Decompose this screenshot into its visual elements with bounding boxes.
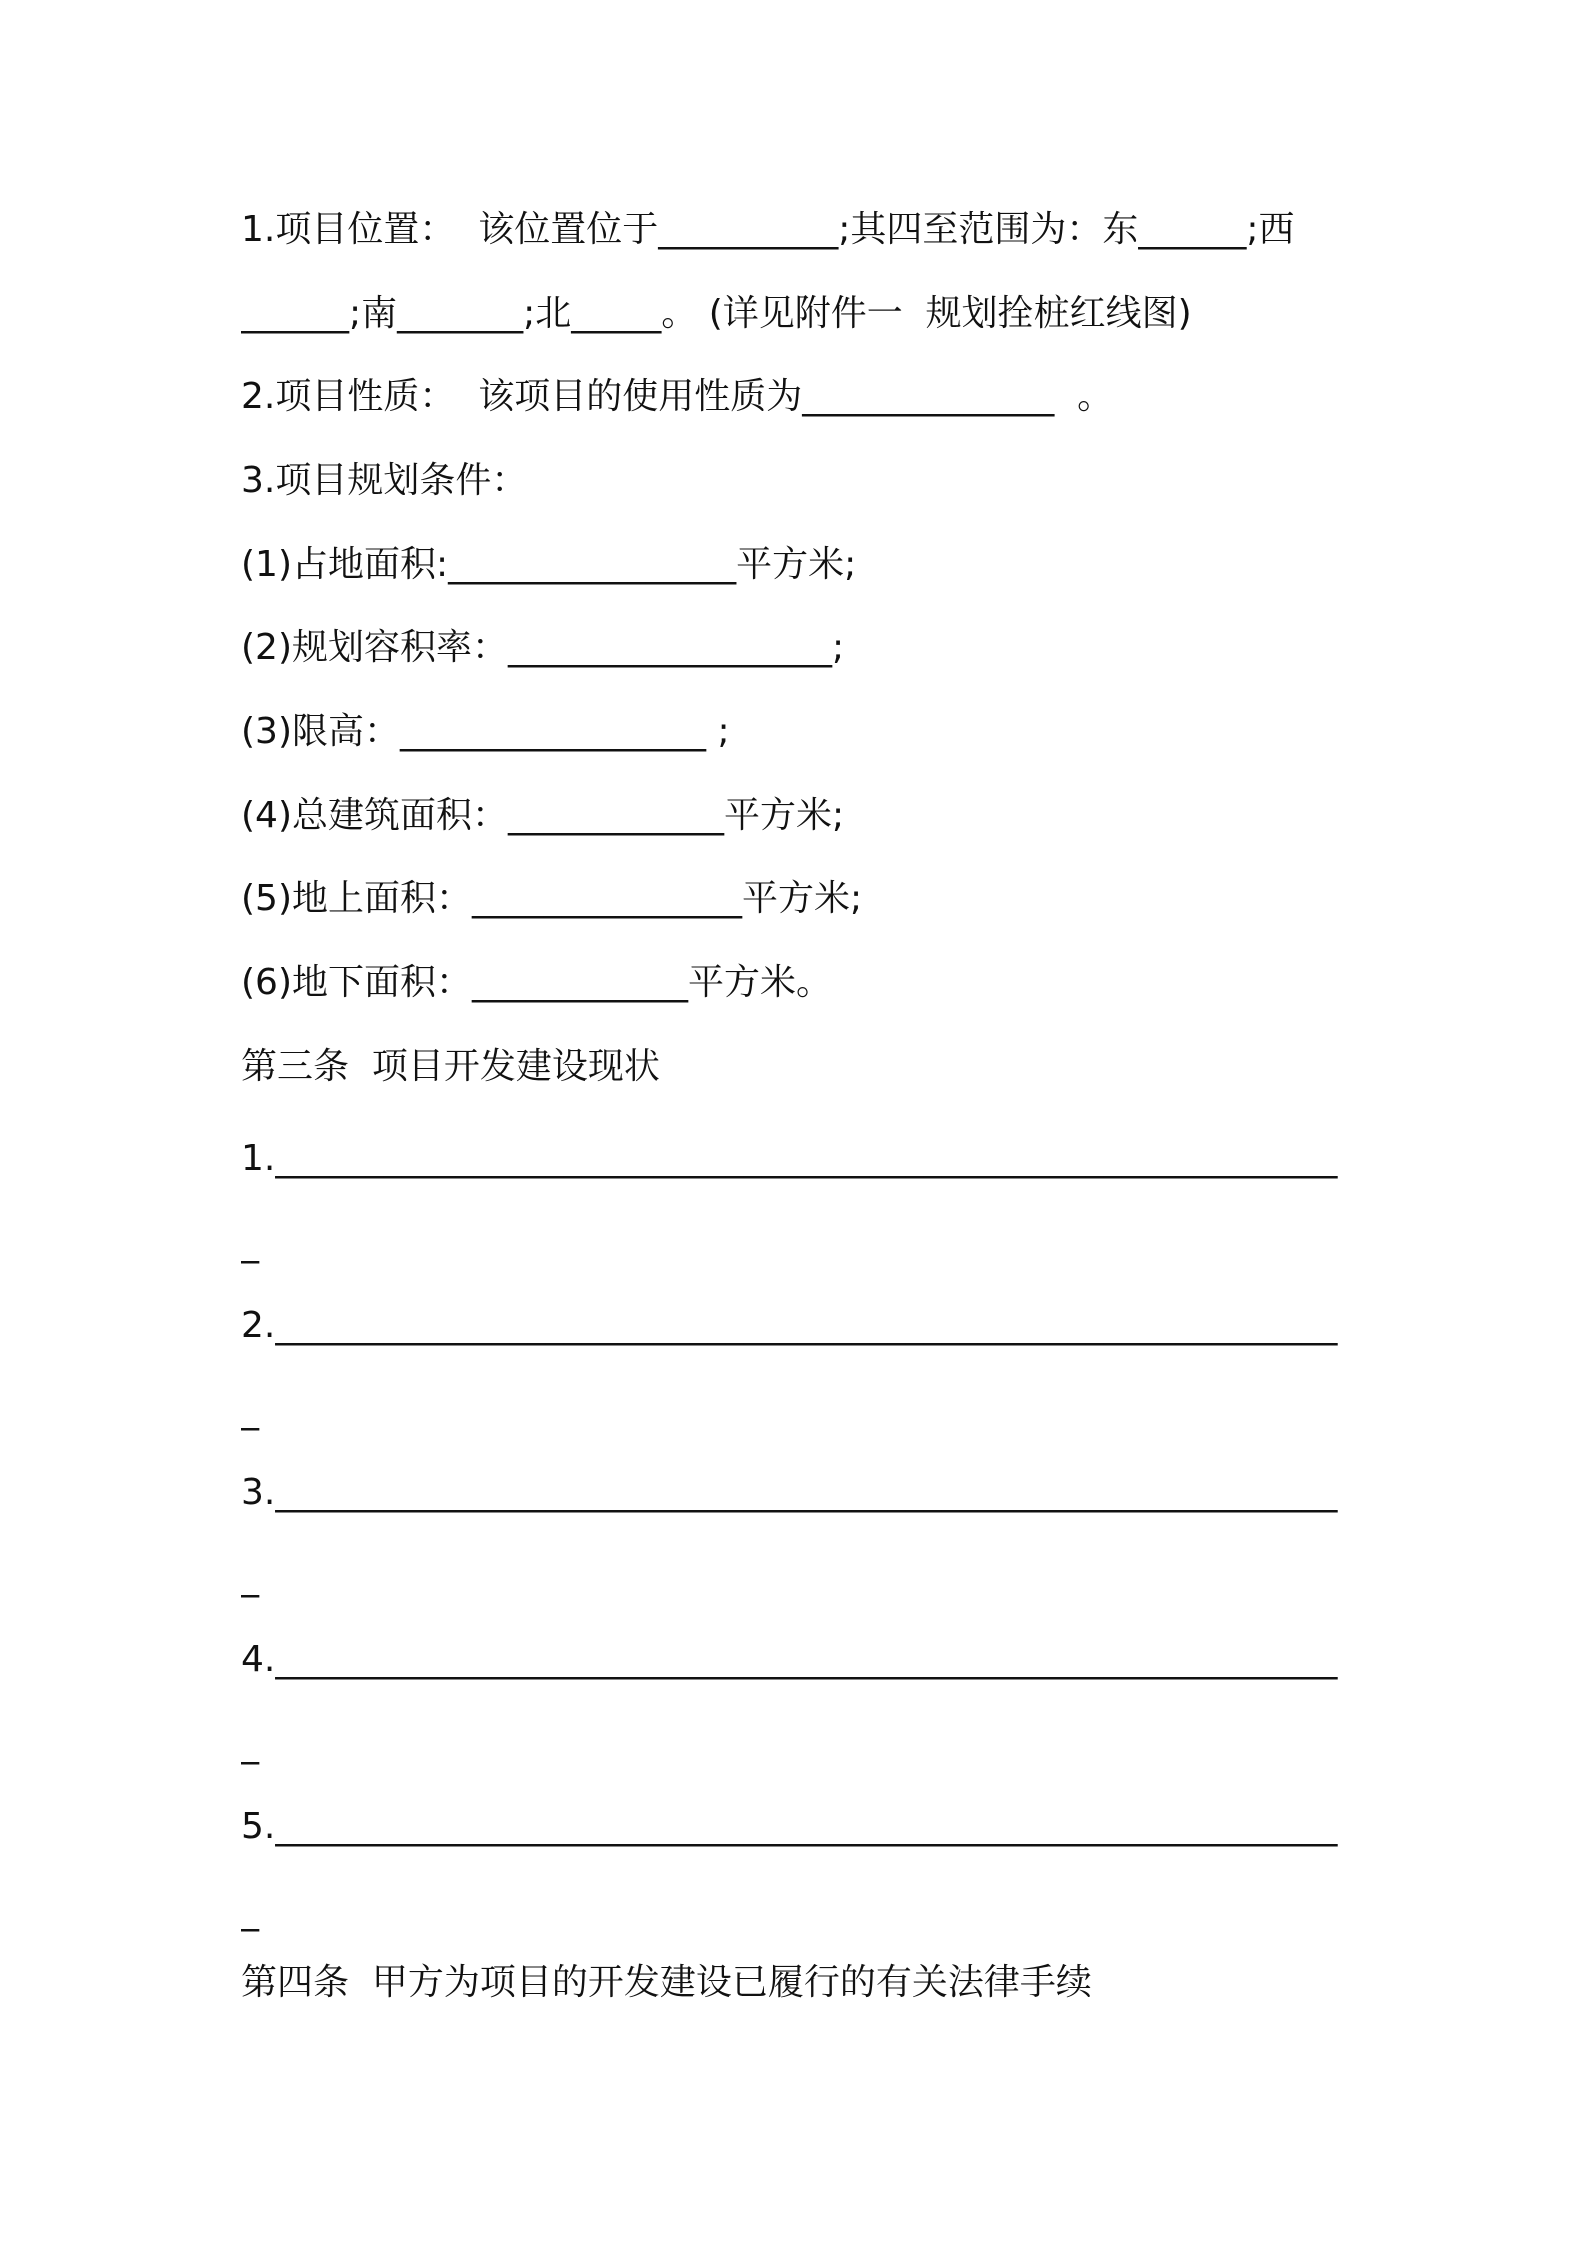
status-item-5: 5.___________________________________________________________ xyxy=(241,1806,1338,1847)
total-floor-area-line: (4)总建筑面积：____________平方米; xyxy=(241,795,845,836)
status-item-2-continuation: _ xyxy=(241,1390,259,1431)
project-nature-line: 2.项目性质： 该项目的使用性质为______________ 。 xyxy=(241,376,1114,417)
above-ground-area-line: (5)地上面积：_______________平方米; xyxy=(241,878,863,919)
status-item-3-continuation: _ xyxy=(241,1557,259,1598)
status-item-3: 3.___________________________________________________________ xyxy=(241,1472,1338,1513)
land-area-line: (1)占地面积:________________平方米; xyxy=(241,544,857,585)
planning-conditions-heading: 3.项目规划条件： xyxy=(241,460,528,501)
status-item-1: 1.___________________________________________________________ xyxy=(241,1138,1338,1179)
article-three-heading: 第三条 项目开发建设现状 xyxy=(241,1046,660,1087)
status-item-4: 4.___________________________________________________________ xyxy=(241,1639,1338,1680)
plot-ratio-line: (2)规划容积率：__________________; xyxy=(241,627,845,668)
status-item-2: 2.___________________________________________________________ xyxy=(241,1305,1338,1346)
status-item-4-continuation: _ xyxy=(241,1724,259,1765)
height-limit-line: (3)限高：_________________ ; xyxy=(241,711,730,752)
article-four-heading: 第四条 甲方为项目的开发建设已履行的有关法律手续 xyxy=(241,1962,1092,2003)
status-item-1-continuation: _ xyxy=(241,1223,259,1264)
project-location-line-2: ______;南_______;北_____。 (详见附件一 规划拴桩红线图) xyxy=(241,293,1192,334)
project-location-line-1: 1.项目位置： 该位置位于__________;其四至范围为：东______;西 xyxy=(241,209,1295,250)
status-item-5-continuation: _ xyxy=(241,1891,259,1932)
underground-area-line: (6)地下面积：____________平方米。 xyxy=(241,962,832,1003)
